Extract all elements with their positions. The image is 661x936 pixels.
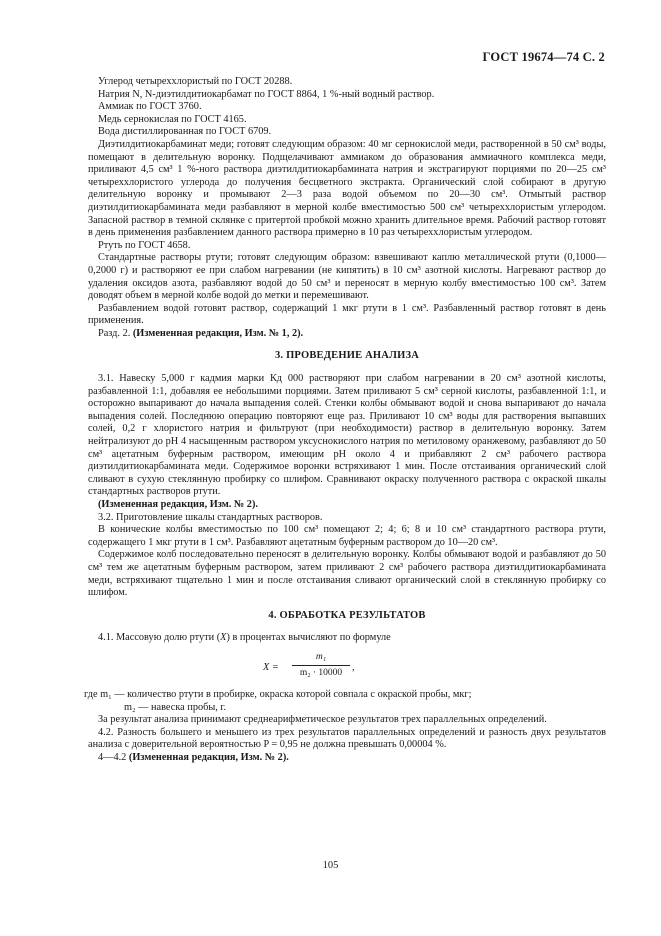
section-4-heading: 4. ОБРАБОТКА РЕЗУЛЬТАТОВ — [268, 609, 426, 621]
fraction-bar — [292, 665, 350, 666]
document-body — [84, 76, 606, 765]
text-span: 4.1. Массовую долю ртути ( — [98, 632, 221, 644]
page-number: 105 — [322, 860, 339, 871]
formula-lhs: X = — [263, 661, 279, 673]
paragraph-3-1: 3.1. Навеску 5,000 г кадмия марки Кд 000 растворяют при слабом нагревании в 20 см³ азотной кислоты, разбавленной 1:1, добавляя ее небольшими порциями. Затем приливают 5 см³ серной кислоты, разбавленной 1:1, и осторожно выпаривают до начала выпадения солей. Стенки колбы обмывают водой и снова выпаривают до начала выпадения солей. Последнюю операцию повторяют еще раз. Приливают 10 см³ воды для растворения выпавших солей, 0,2 г хлористого натрия и фильтруют (при необходимости) раствор в делительную воронку. Затем нейтрализуют до pH 4 насыщенным раствором уксуснокислого натрия по метиловому оранжевому, разбавляют до 50 см³ ацетатным буферным раствором, имеющим pH около 4 и прибавляют 2 см³ рабочего раствора диэтилдитиокарбамината меди. Содержимое воронки встряхивают 1 мин. После отстаивания органический слой сливают в сухую стеклянную пробирку со шлифом. Сравнивают окраску полученного раствора с окраской шкалы стандартных растворов ртути. — [88, 373, 606, 498]
definition-m2: m₂ — навеска пробы, г. — [124, 701, 227, 713]
paragraph-4-2: 4.2. Разность большего и меньшего из трех результатов параллельных определений и разность двух результатов анализа с доверительной вероятностью P = 0,95 не должна превышать 0,00004 %. — [88, 726, 606, 751]
reagent-line: Углерод четыреххлористый по ГОСТ 20288. — [98, 76, 293, 87]
edit-note-prefix: Разд. 2. — [98, 327, 133, 339]
formula-comma: , — [352, 661, 355, 673]
formula-numerator: m₁ — [315, 651, 327, 662]
edit-note-bold: (Измененная редакция, Изм. № 1, 2). — [132, 327, 304, 339]
formula — [88, 651, 606, 685]
definition-m1: где m₁ — количество ртути в пробирке, окраска которой совпала с окраской пробы, мкг; — [84, 688, 472, 700]
reagent-line: Вода дистиллированная по ГОСТ 6709. — [98, 126, 272, 138]
reagent-line: Аммиак по ГОСТ 3760. — [98, 101, 202, 113]
section-4-edit-note — [88, 752, 606, 765]
text-span: ) в процентах вычисляют по формуле — [226, 632, 391, 644]
paragraph-dtc-copper: Диэтилдитиокарбаминат меди; готовят следующим образом: 40 мг сернокислой меди, растворенной в 50 см³ воды, помещают в делительную воронку. Подщелачивают аммиаком до образования аммиачного комплекса меди, приливают 4,5 см³ 1 %-ного раствора диэтилдитиокарбамината натрия и экстрагируют порциями по 20—25 см³ четыреххлористого углерода до получения бесцветного экстракта. Органический слой собирают в другую делительную воронку и промывают 2—3 раза водой объемом по 20—30 см³. Отмытый раствор диэтилдитиокарбамината меди разбавляют в мерной колбе вместимостью 500 см³ четыреххлористым углеродом. Запасной раствор в темной склянке с притертой пробкой можно хранить длительное время. Рабочий раствор готовят в день применения разбавлением данного раствора примерно в 10 раз четыреххлористым углеродом. — [88, 138, 606, 239]
paragraph-3-2: 3.2. Приготовление шкалы стандартных растворов. — [98, 511, 323, 523]
paragraph-result: За результат анализа принимают среднеарифметическое результатов трех параллельных определений. — [98, 714, 547, 726]
paragraph-dilution: Разбавлением водой готовят раствор, содержащий 1 мкг ртути в 1 см³. Разбавленный раствор готовят в день применения. — [88, 302, 606, 327]
edit-note-bold: (Измененная редакция, Изм. № 2). — [128, 751, 289, 763]
reagent-line: Натрия N, N-диэтилдитиокарбамат по ГОСТ 8864, 1 %-ный водный раствор. — [98, 88, 435, 100]
formula-denominator: m₂ · 10000 — [299, 667, 343, 678]
section-3-heading: 3. ПРОВЕДЕНИЕ АНАЛИЗА — [274, 350, 420, 362]
paragraph-3-1-edit — [88, 499, 606, 512]
variable-x: X — [220, 632, 227, 644]
edit-note-prefix: 4—4.2 — [98, 751, 129, 763]
reagent-line: Медь сернокислая по ГОСТ 4165. — [98, 113, 247, 125]
paragraph-mercury-gost: Ртуть по ГОСТ 4658. — [98, 239, 191, 251]
paragraph-3-2-a: В конические колбы вместимостью по 100 см³ помещают 2; 4; 6; 8 и 10 см³ стандартного раствора ртути, содержащего 1 мкг ртути в 1 см³. Разбавляют ацетатным буферным раствором до 10—20 см³. — [88, 524, 606, 548]
formula-fraction — [292, 651, 350, 679]
paragraph-4-1 — [88, 632, 606, 645]
page-header: ГОСТ 19674—74 С. 2 — [482, 50, 605, 64]
paragraph-standard-solutions: Стандартные растворы ртути; готовят следующим образом: взвешивают каплю металлической ртути (0,1000—0,2000 г) и растворяют ее при слабом нагревании (не кипятить) в 10 см³ азотной кислоты. Нагревают раствор до удаления оксидов азота, разбавляют водой до 50 см³ и переносят в мерную колбу вместимостью 100 см³. Затем доводят объем в мерной колбе водой до метки и перемешивают. — [88, 252, 606, 302]
edit-note-bold: (Измененная редакция, Изм. № 2). — [98, 499, 258, 510]
section-2-edit-note — [88, 328, 606, 341]
paragraph-3-2-b: Содержимое колб последовательно переносят в делительную воронку. Колбы обмывают водой и разбавляют до 50 см³ тем же ацетатным буферным раствором, затем приливают 2 см³ рабочего раствора диэтилдитиокарбамината меди, встряхивают тщательно 1 мин и после отстаивания сливают органический слой в стеклянную пробирку со шлифом. — [88, 549, 606, 599]
